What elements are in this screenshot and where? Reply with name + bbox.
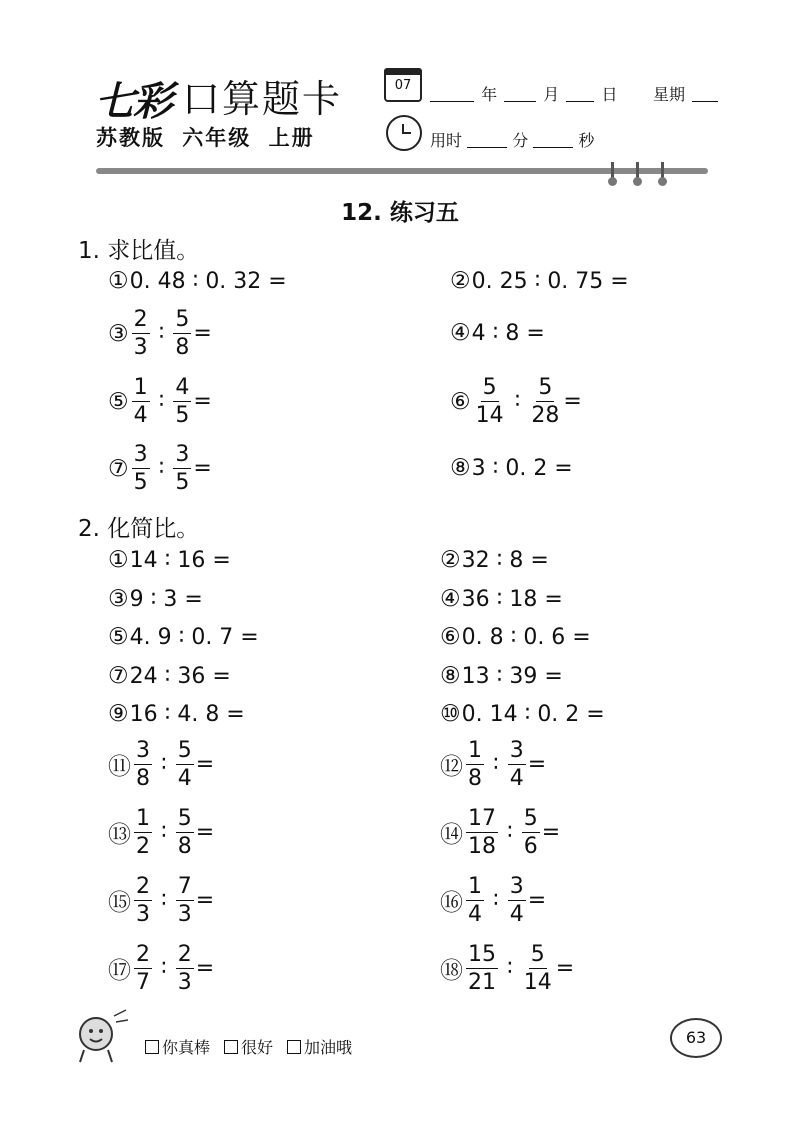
fraction: $\frac{5}{4}$ xyxy=(177,738,192,791)
time-line xyxy=(430,128,594,151)
fraction: $\frac{3}{4}$ xyxy=(509,738,524,791)
fraction: $\frac{3}{8}$ xyxy=(136,738,150,791)
problem-expression: 0. 48 ∶ 0. 32 = xyxy=(129,268,287,294)
minute-label: 分 xyxy=(512,131,529,150)
section2-problem-7: ⑦ 24 ∶ 36 = xyxy=(108,663,231,689)
mascot-icon xyxy=(70,1006,130,1066)
problem-number: ④ xyxy=(450,320,471,346)
section2-problem-8: ⑧ 13 ∶ 39 = xyxy=(440,663,563,689)
section2-problem-17: ⑰ $\frac{2}{7}$ ∶ $\frac{2}{3}$ = xyxy=(108,942,215,995)
page-heading: 12. 练习五 xyxy=(341,200,459,226)
rating-option[interactable]: 加油哦 xyxy=(287,1035,352,1058)
weekday-blank[interactable] xyxy=(692,87,718,102)
fraction: $\frac{5}{28}$ xyxy=(531,375,560,428)
section2-problem-10: ⑩ 0. 14 ∶ 0. 2 = xyxy=(440,701,605,727)
fraction: $\frac{1}{2}$ xyxy=(136,806,150,859)
section2-problem-1: ① 14 ∶ 16 = xyxy=(108,547,231,573)
brand-logo: 七彩 xyxy=(95,78,171,125)
year-label: 年 xyxy=(481,85,498,104)
fraction: $\frac{2}{3}$ xyxy=(133,307,148,360)
rating-option[interactable]: 你真棒 xyxy=(145,1035,210,1058)
day-blank[interactable] xyxy=(566,87,594,102)
brand-title: 口算题卡 xyxy=(182,77,343,121)
calendar-icon xyxy=(384,68,422,102)
section2-problem-9: ⑨ 16 ∶ 4. 8 = xyxy=(108,701,245,727)
edition-label: 苏教版 六年级 上册 xyxy=(96,126,315,150)
fraction: $\frac{17}{18}$ xyxy=(468,806,496,859)
fraction: $\frac{2}{3}$ xyxy=(177,942,192,995)
section2-problem-16: ⑯ $\frac{1}{4}$ ∶ $\frac{3}{4}$ = xyxy=(440,874,547,927)
section2-problem-6: ⑥ 0. 8 ∶ 0. 6 = xyxy=(440,624,591,650)
section1-problem-7: ⑦ $\frac{3}{5}$ ∶ $\frac{3}{5}$ = xyxy=(108,442,212,495)
fraction: $\frac{5}{14}$ xyxy=(475,375,504,428)
problem-number: ⑧ xyxy=(450,455,471,481)
rating-options xyxy=(145,1035,352,1058)
problem-expression: 0. 25 ∶ 0. 75 = xyxy=(471,268,629,294)
section2-problem-12: ⑫ $\frac{1}{8}$ ∶ $\frac{3}{4}$ = xyxy=(440,738,547,791)
fraction: $\frac{5}{8}$ xyxy=(175,307,190,360)
month-label: 月 xyxy=(543,85,560,104)
checkbox-icon[interactable] xyxy=(224,1040,238,1054)
fraction: $\frac{1}{4}$ xyxy=(468,874,482,927)
fraction: $\frac{3}{4}$ xyxy=(509,874,524,927)
section2-problem-2: ② 32 ∶ 8 = xyxy=(440,547,549,573)
month-blank[interactable] xyxy=(504,87,536,102)
time-label: 用时 xyxy=(430,131,463,150)
section2-problem-14: ⑭ $\frac{17}{18}$ ∶ $\frac{5}{6}$ = xyxy=(440,806,561,859)
second-blank[interactable] xyxy=(533,133,573,148)
problem-number: ② xyxy=(450,268,471,294)
divider-tick xyxy=(611,162,614,182)
problem-number: ⑦ xyxy=(108,455,129,482)
fraction: $\frac{3}{5}$ xyxy=(175,442,190,495)
section2-problem-13: ⑬ $\frac{1}{2}$ ∶ $\frac{5}{8}$ = xyxy=(108,806,215,859)
minute-blank[interactable] xyxy=(467,133,507,148)
problem-expression: 3 ∶ 0. 2 = xyxy=(471,455,573,481)
problem-number: ① xyxy=(108,268,129,294)
fraction: $\frac{1}{4}$ xyxy=(133,375,148,428)
fraction: $\frac{4}{5}$ xyxy=(175,375,190,428)
section2-problem-3: ③ 9 ∶ 3 = xyxy=(108,586,203,612)
section2-problem-15: ⑮ $\frac{2}{3}$ ∶ $\frac{7}{3}$ = xyxy=(108,874,215,927)
fraction: $\frac{1}{8}$ xyxy=(468,738,482,791)
section2-problem-5: ⑤ 4. 9 ∶ 0. 7 = xyxy=(108,624,259,650)
problem-number: ③ xyxy=(108,320,129,347)
section2-problem-11: ⑪ $\frac{3}{8}$ ∶ $\frac{5}{4}$ = xyxy=(108,738,215,791)
section1-problem-5: ⑤ $\frac{1}{4}$ ∶ $\frac{4}{5}$ = xyxy=(108,375,212,428)
rating-option[interactable]: 很好 xyxy=(224,1035,273,1058)
fraction: $\frac{5}{8}$ xyxy=(177,806,192,859)
fraction: $\frac{2}{7}$ xyxy=(136,942,150,995)
page-number: 63 xyxy=(670,1018,722,1058)
section1-problem-3: ③ $\frac{2}{3}$ ∶ $\frac{5}{8}$ = xyxy=(108,307,212,360)
fraction: $\frac{3}{5}$ xyxy=(133,442,148,495)
weekday-label: 星期 xyxy=(652,85,685,104)
section2-problem-4: ④ 36 ∶ 18 = xyxy=(440,586,563,612)
fraction: $\frac{5}{6}$ xyxy=(523,806,538,859)
header-divider xyxy=(96,168,708,174)
fraction: $\frac{15}{21}$ xyxy=(468,942,496,995)
clock-icon xyxy=(386,115,422,151)
problem-number: ⑥ xyxy=(450,388,471,415)
year-blank[interactable] xyxy=(430,87,474,102)
section1-problem-4 xyxy=(450,320,545,346)
fraction: $\frac{2}{3}$ xyxy=(136,874,150,927)
section2-title: 2. 化简比。 xyxy=(78,516,200,542)
section2-problem-18: ⑱ $\frac{15}{21}$ ∶ $\frac{5}{14}$ = xyxy=(440,942,575,995)
checkbox-icon[interactable] xyxy=(145,1040,159,1054)
fraction: $\frac{7}{3}$ xyxy=(177,874,192,927)
calendar-number: 07 xyxy=(394,78,412,93)
second-label: 秒 xyxy=(578,131,595,150)
section1-problem-2 xyxy=(450,268,629,294)
problem-number: ⑤ xyxy=(108,388,129,415)
date-line xyxy=(430,82,718,105)
checkbox-icon[interactable] xyxy=(287,1040,301,1054)
divider-tick xyxy=(636,162,639,182)
section1-problem-6: ⑥ $\frac{5}{14}$ ∶ $\frac{5}{28}$ = xyxy=(450,375,582,428)
fraction: $\frac{5}{14}$ xyxy=(523,942,552,995)
divider-tick xyxy=(661,162,664,182)
section1-problem-1 xyxy=(108,268,287,294)
problem-expression: 4 ∶ 8 = xyxy=(471,320,545,346)
day-label: 日 xyxy=(601,85,618,104)
section1-title: 1. 求比值。 xyxy=(78,238,200,264)
section1-problem-8 xyxy=(450,455,573,481)
